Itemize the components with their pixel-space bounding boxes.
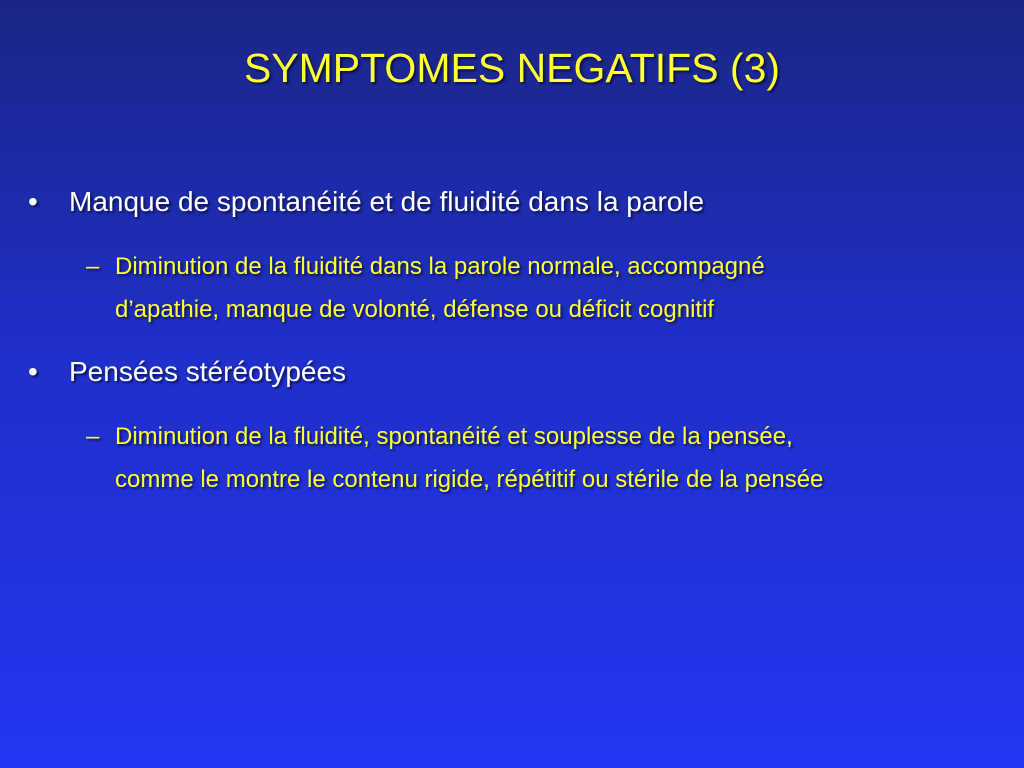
sub-bullet-item: [86, 415, 985, 501]
bullet-item: [28, 354, 346, 390]
dash-icon: –: [86, 423, 100, 450]
sub-bullet-text: [115, 415, 985, 501]
sub-bullet-item: [86, 245, 985, 331]
sub-bullet-line: comme le montre le contenu rigide, répétitif ou stérile de la pensée: [115, 466, 824, 493]
sub-bullet-line: Diminution de la fluidité, spontanéité et souplesse de la pensée,: [115, 423, 793, 450]
sub-bullet-text: [115, 245, 985, 331]
sub-bullet-line: Diminution de la fluidité dans la parole normale, accompagné: [115, 253, 765, 280]
sub-bullet-line: d’apathie, manque de volonté, défense ou déficit cognitif: [115, 296, 715, 323]
bullet-text: Pensées stéréotypées: [69, 356, 347, 387]
slide-title: SYMPTOMES NEGATIFS (3): [243, 45, 781, 91]
bullet-icon: •: [28, 356, 38, 387]
bullet-icon: •: [28, 186, 38, 217]
bullet-item: [28, 184, 704, 220]
dash-icon: –: [86, 253, 100, 280]
bullet-text: Manque de spontanéité et de fluidité dans la parole: [69, 186, 705, 217]
